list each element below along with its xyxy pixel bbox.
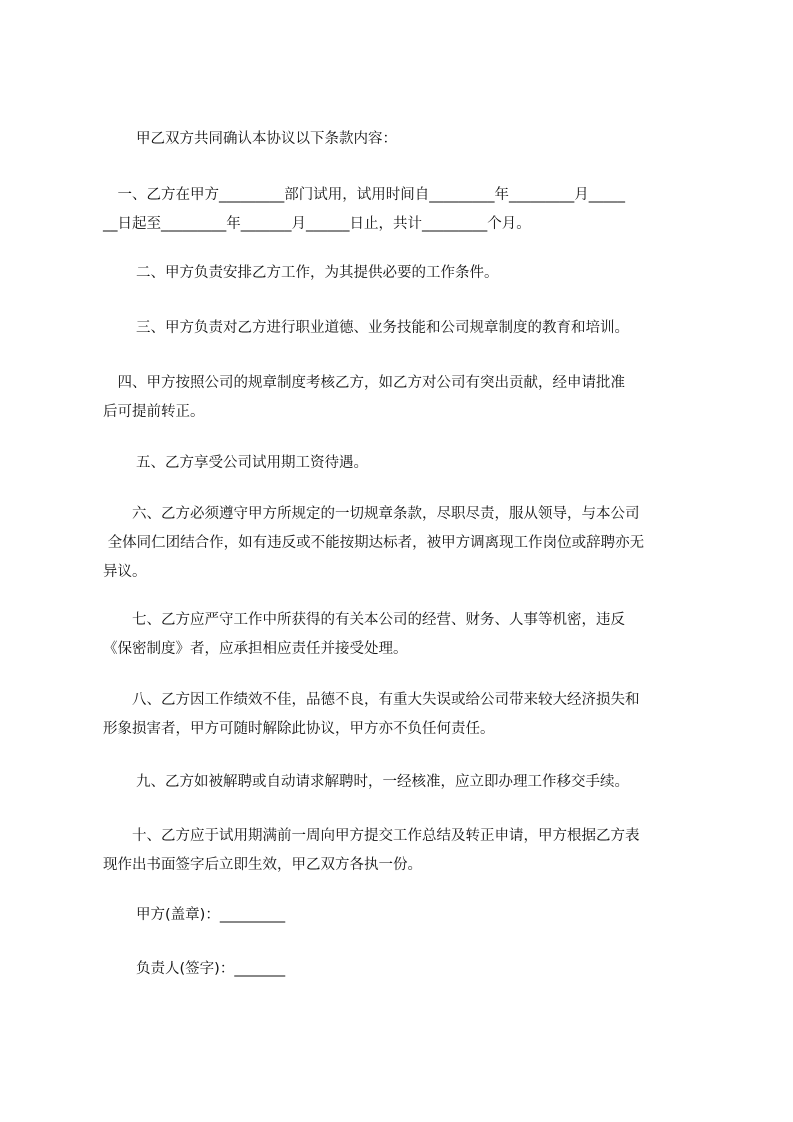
signature-responsible: 负责人(签字)：_______ — [136, 961, 286, 977]
clause-5: 五、乙方享受公司试用期工资待遇。 — [136, 455, 368, 471]
clause-10: 十、乙方应于试用期满前一周向甲方提交工作总结及转正申请，甲方根据乙方表 现作出书面签字后立即生效，甲乙双方各执一份。 — [103, 828, 640, 873]
clause-2: 二、甲方负责安排乙方工作，为其提供必要的工作条件。 — [136, 265, 499, 281]
clause-4: 四、甲方按照公司的规章制度考核乙方，如乙方对公司有突出贡献，经申请批准 后可提前转正。 — [103, 375, 625, 420]
clause-6: 六、乙方必须遵守甲方所规定的一切规章条款，尽职尽责，服从领导，与本公司 全体同仁团结合作，如有违反或不能按期达标者，被甲方调离现工作岗位或辞聘亦无 异议。 — [103, 506, 645, 580]
clause-9: 九、乙方如被解聘或自动请求解聘时，一经核准，应立即办理工作移交手续。 — [136, 774, 629, 790]
clause-8: 八、乙方因工作绩效不佳，品德不良，有重大失误或给公司带来较大经济损失和 形象损害者，甲方可随时解除此协议，甲方亦不负任何责任。 — [103, 692, 640, 737]
signature-party-a: 甲方(盖章)：_________ — [136, 907, 286, 923]
intro-text: 甲乙双方共同确认本协议以下条款内容： — [136, 131, 397, 147]
clause-1: 一、乙方在甲方_________部门试用，试用时间自_________年_________月_____ __日起至_________年_______月______日止，共计_________个月。 — [103, 187, 625, 232]
clause-7: 七、乙方应严守工作中所获得的有关本公司的经营、财务、人事等机密，违反 《保密制度》者，应承担相应责任并接受处理。 — [103, 612, 625, 657]
clause-3: 三、甲方负责对乙方进行职业道德、业务技能和公司规章制度的教育和培训。 — [136, 320, 629, 336]
